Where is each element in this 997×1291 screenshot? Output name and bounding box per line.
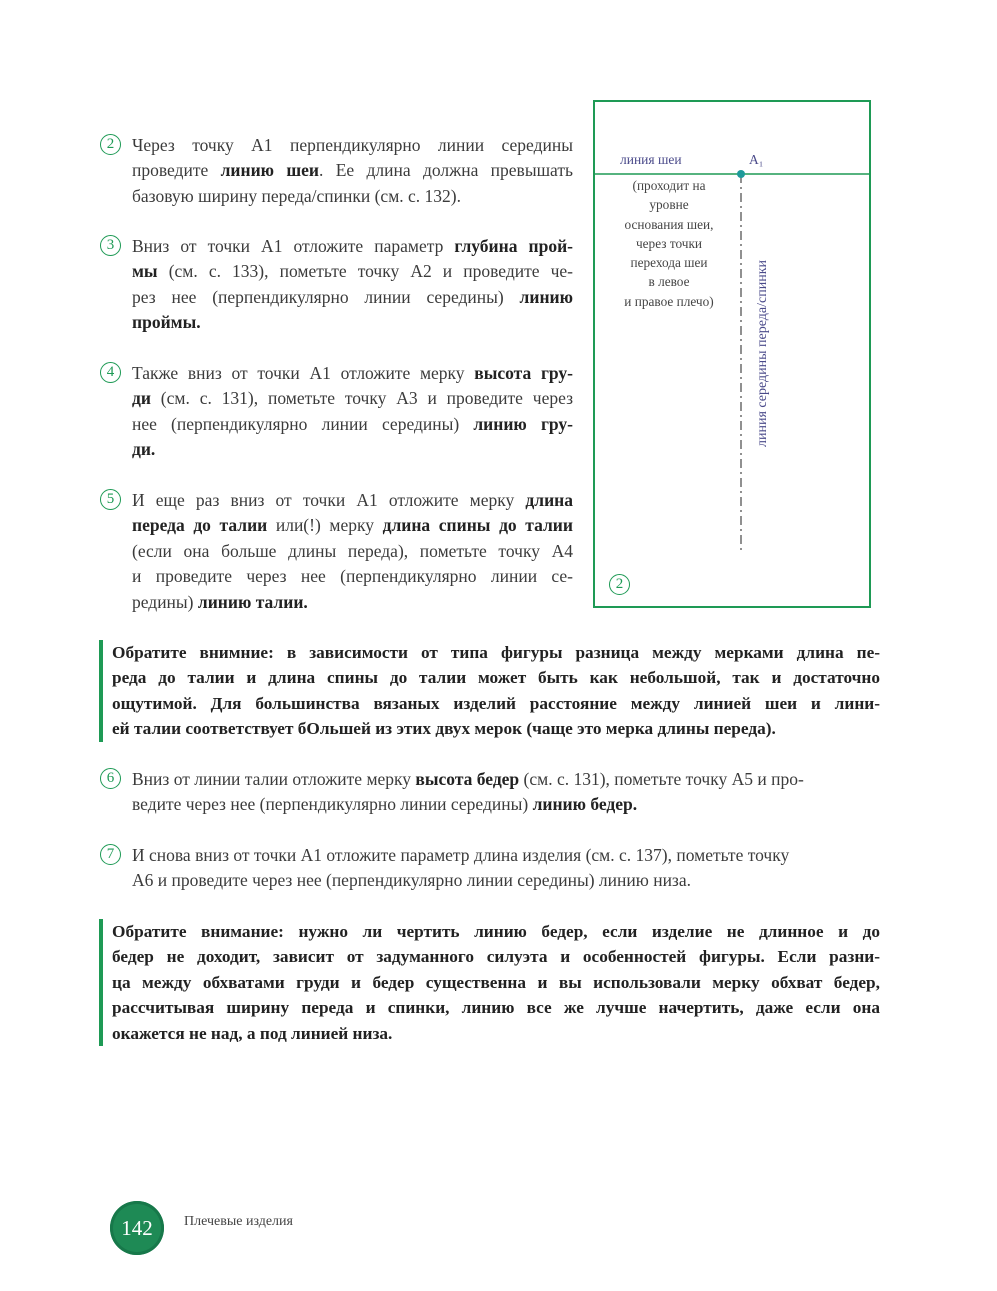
desc-line: уровне — [649, 197, 689, 213]
step-number: 5 — [100, 489, 121, 510]
step-number: 6 — [100, 768, 121, 789]
step-text — [132, 488, 573, 615]
desc-line: и правое плечо) — [624, 293, 714, 309]
text-line: мы (см. с. 133), пометьте точку А2 и проведите че- — [132, 261, 573, 282]
desc-line: перехода шеи — [630, 255, 708, 271]
note-lead: Обратите внимание: — [112, 922, 284, 941]
bold-term: высота бедер — [415, 769, 520, 789]
text-line: рез нее (перпендикулярно линии середины) линию — [132, 286, 573, 307]
bold-term: линию шеи — [220, 160, 319, 181]
bold-term: линию бедер. — [532, 794, 638, 815]
neck-line-label: линия шеи — [620, 152, 682, 167]
desc-line: основания шеи, — [624, 216, 714, 232]
text-line: Вниз от линии талии отложите мерку высота бедер (см. с. 131), пометьте точку А5 и про- — [132, 769, 804, 789]
text-line: ведите через нее (перпендикулярно линии середины) линию бедер. — [132, 794, 638, 815]
step-text — [132, 767, 872, 818]
note-line: реда до талии и длина спины до талии может быть как небольшой, так и достаточно — [112, 668, 880, 688]
step-number: 2 — [100, 134, 121, 155]
text-line: переда до талии или(!) мерку длина спины до талии — [132, 515, 573, 536]
note-line: окажется не над, а под линией низа. — [112, 1023, 393, 1043]
step-number: 7 — [100, 844, 121, 865]
bold-term: ди. — [132, 439, 156, 460]
step-text — [132, 133, 573, 209]
note-line: бедер не доходит, зависит от задуманного силуэта и особенностей фигуры. Если разни- — [112, 947, 880, 967]
text-line: Вниз от точки А1 отложите параметр глубина прой- — [132, 236, 573, 256]
text-line: А6 и проведите через нее (перпендикулярно линии середины) линию низа. — [132, 870, 691, 891]
step-text — [132, 361, 573, 463]
text-line: ди (см. с. 131), пометьте точку А3 и проведите через — [132, 388, 573, 409]
step-text — [132, 234, 573, 336]
step-6 — [100, 767, 872, 818]
diagram-step-number: 2 — [609, 574, 630, 595]
neckline-diagram — [593, 100, 871, 608]
note-line: ощутимой. Для большинства вязаных изделий расстояние между линией шеи и лини- — [112, 693, 880, 713]
bold-term: линию талии. — [197, 591, 308, 612]
text-line: И снова вниз от точки А1 отложите параметр длина изделия (см. с. 137), пометьте точку — [132, 845, 790, 865]
step-number: 3 — [100, 235, 121, 256]
text-line — [132, 437, 573, 462]
point-a1-label: А₁ — [749, 152, 764, 167]
text-line: базовую ширину переда/спинки (см. с. 132). — [132, 185, 461, 206]
note-lead: Обратите внимние: — [112, 643, 274, 662]
bold-term: длина — [525, 490, 573, 510]
bold-term: ди — [132, 388, 151, 409]
step-2 — [100, 133, 573, 209]
center-line-label: линия середины переда/спинки — [755, 260, 770, 447]
bold-term: мы — [132, 261, 158, 282]
text-line — [132, 310, 573, 335]
text-line: проведите линию шеи. Ее длина должна превышать — [132, 160, 574, 181]
bold-term: линию гру- — [473, 413, 573, 434]
note-line: ца между обхватами груди и бедер существенна и вы использовали мерку обхват бедер, — [112, 972, 880, 992]
step-5 — [100, 488, 573, 615]
step-4 — [100, 361, 573, 463]
note-line: Обратите внимание: нужно ли чертить линию бедер, если изделие не длинное и до — [112, 922, 880, 941]
desc-line: через точки — [635, 235, 703, 251]
note-line: ей талии соответствует бОльшей из этих двух мерок (чаще это мерка длины переда). — [112, 719, 776, 739]
step-3 — [100, 234, 573, 336]
text-line: (если она больше длины переда), пометьте точку А4 — [132, 540, 573, 561]
step-text — [132, 843, 872, 894]
note-2 — [99, 919, 880, 1046]
point-a1 — [737, 170, 745, 178]
text-line: и проведите через нее (перпендикулярно линии се- — [132, 566, 573, 587]
note-1 — [99, 640, 880, 742]
page-number-badge: 142 — [110, 1201, 164, 1255]
text-line: Также вниз от точки А1 отложите мерку высота гру- — [132, 363, 573, 383]
bold-term: длина спины до талии — [382, 515, 573, 536]
text-line: Через точку А1 перпендикулярно линии середины — [132, 135, 573, 155]
bold-term: линию — [519, 286, 573, 307]
neck-line-description — [603, 176, 735, 311]
desc-line: (проходит на — [632, 178, 706, 193]
section-title: Плечевые изделия — [184, 1214, 293, 1229]
bold-term: глубина прой- — [454, 236, 573, 256]
note-line: рассчитывая ширину переда и спинки, линию все же лучше начертить, даже если она — [112, 998, 880, 1018]
text-line: редины) линию талии. — [132, 591, 308, 612]
text-line: нее (перпендикулярно линии середины) линию гру- — [132, 413, 573, 434]
bold-term: переда до талии — [132, 515, 268, 536]
text-line: И еще раз вниз от точки А1 отложите мерку длина — [132, 490, 573, 510]
step-number: 4 — [100, 362, 121, 383]
bold-term: высота гру- — [474, 363, 573, 383]
desc-line: в левое — [648, 274, 690, 290]
bold-term: проймы. — [132, 312, 201, 333]
step-7 — [100, 843, 872, 894]
note-line: Обратите внимние: в зависимости от типа фигуры разница между мерками длина пе- — [112, 643, 881, 662]
